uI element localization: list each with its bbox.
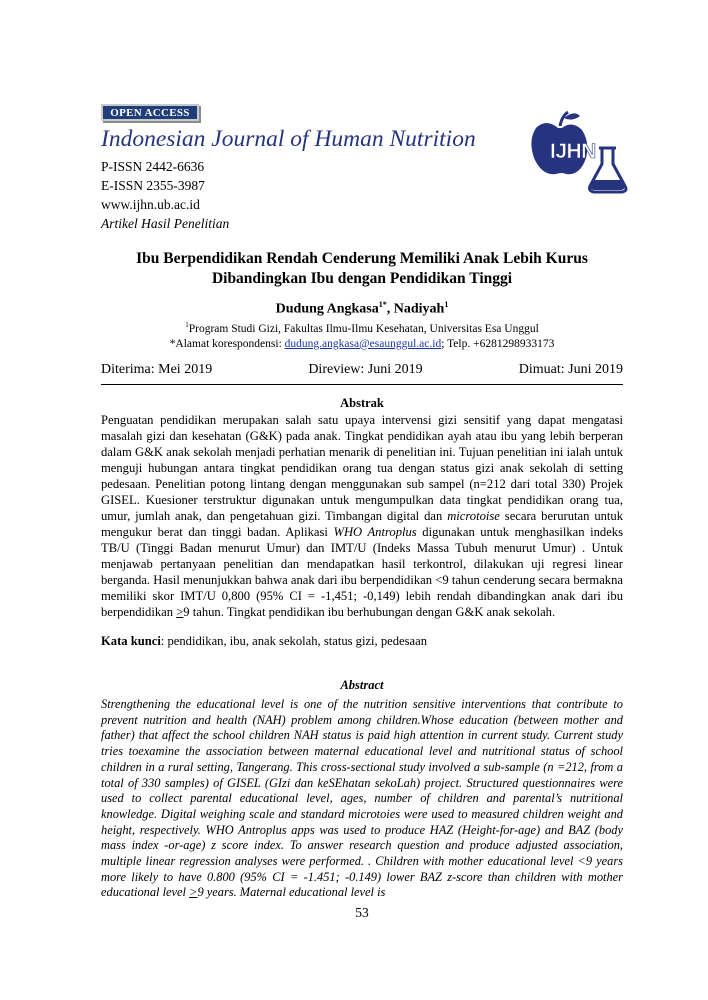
author-name: Dudung Angkasa bbox=[275, 301, 379, 317]
article-type: Artikel Hasil Penelitian bbox=[101, 216, 230, 231]
abstrak-text: secara berurutan untuk mengukur berat dan tinggi badan. Aplikasi bbox=[101, 509, 623, 539]
page-number: 53 bbox=[355, 905, 369, 920]
abstrak-heading: Abstrak bbox=[340, 396, 384, 410]
article-dates bbox=[101, 362, 623, 378]
abstract-body bbox=[101, 697, 623, 901]
author-list bbox=[101, 300, 623, 318]
abstract-text: 9 years. Maternal educational level is bbox=[197, 885, 386, 900]
author-superscript: 1* bbox=[378, 300, 387, 309]
keywords bbox=[101, 634, 623, 649]
author-separator: , bbox=[386, 301, 394, 317]
article-title-line-1: Ibu Berpendidikan Rendah Cenderung Memiliki Anak Lebih Kurus bbox=[136, 250, 588, 267]
open-access-label: OPEN ACCESS bbox=[110, 106, 190, 119]
abstract-geq-symbol: > bbox=[189, 885, 198, 900]
abstrak-geq-symbol: > bbox=[176, 605, 184, 619]
keywords-label: Kata kunci bbox=[101, 634, 161, 648]
open-access-badge bbox=[101, 104, 199, 121]
website: www.ijhn.ub.ac.id bbox=[101, 197, 200, 212]
keywords-list: : pendidikan, ibu, anak sekolah, status gizi, pedesaan bbox=[160, 634, 427, 648]
article-title bbox=[101, 249, 623, 289]
header-divider bbox=[101, 384, 623, 385]
abstrak-text: digunakan untuk menghasilkan indeks TB/U (Tinggi Badan menurut Umur) dan IMT/U (Indeks Massa Tubuh menurut Umur) . Untuk menjawab pertanyaan penelitian dan mendapatkan hasil terkontrol, dilakukan uji regresi linear berganda. Hasil menunjukkan bahwa anak dari ibu berpendidikan <9 tahun cenderung secara bermakna memiliki skor IMT/U 0,800 (95% CI = -1,451; -0,149) lebih rendah dibandingkan anak dari ibu berpendidikan bbox=[101, 525, 623, 619]
date-received: Diterima: Mei 2019 bbox=[101, 362, 213, 377]
correspondence-label: *Alamat korespondensi: bbox=[169, 337, 285, 350]
author-name: Nadiyah bbox=[393, 301, 445, 317]
affiliation-block bbox=[101, 318, 623, 352]
abstrak-italic-term: microtoise bbox=[447, 509, 500, 523]
journal-meta bbox=[101, 157, 229, 233]
abstrak-text: Penguatan pendidikan merupakan salah satu upaya intervensi gizi sensitif yang dapat mengatasi masalah gizi dan kesehatan (G&K) pada anak. Tingkat pendidikan ayah atau ibu yang lebih berperan dalam G&K anak sekolah menjadi perhatian menarik di penelitian ini. Tujuan penelitian ini ialah untuk menguji hubungan antara tingkat pendidikan orang tua dengan status gizi anak sekolah di setting pedesaan. Penelitian potong lintang dengan menggunakan sub sampel (n=212 dari total 330) Projek GISEL. Kuesioner terstruktur digunakan untuk mengumpulkan data tingkat pendidikan orang tua, umur, jumlah anak, dan pengetahuan gizi. Timbangan digital dan bbox=[101, 413, 623, 523]
journal-title: Indonesian Journal of Human Nutrition bbox=[101, 126, 476, 152]
affiliation-superscript: 1 bbox=[185, 321, 189, 329]
logo-text: IJHN bbox=[550, 140, 596, 163]
abstrak-body bbox=[101, 412, 623, 620]
ijhn-logo bbox=[528, 108, 628, 200]
abstrak-text: 9 tahun. Tingkat pendidikan ibu berhubungan dengan G&K anak sekolah. bbox=[183, 605, 556, 619]
abstrak-italic-term: WHO Antroplus bbox=[333, 525, 417, 539]
eissn: E-ISSN 2355-3987 bbox=[101, 178, 205, 193]
affiliation bbox=[101, 318, 623, 337]
correspondence-phone: ; Telp. +6281298933173 bbox=[441, 337, 555, 350]
article-title-line-2: Dibandingkan Ibu dengan Pendidikan Tinggi bbox=[211, 270, 513, 287]
abstract-text: Strengthening the educational level is one of the nutrition sensitive interventions that contribute to prevent nutrition and health (NAH) problem among children.Whose education (between mother and father) that affect the school children NAH status is paid high attention in current study. Current study tries toexamine the association between maternal educational level and nutritional status of school children in a rural setting, Tangerang. This cross-sectional study involved a sub-sample (n =212, from a total of 330 samples) of GISEL (GIzi dan keSEhatan sekoLah) project. Structured questionnaires were used to collect parental educational level, ages, number of children and parental’s nutritional knowledge. Digital weighing scale and standard microtoies were used to measured children weight and height, respectively. WHO Antroplus apps was used to produce HAZ (Height-for-age) and BAZ (body mass index -or-age) z score index. To answer research question and produce adjusted association, multiple linear regression analyses were performed. . Children with mother educational level <9 years more likely to have 0.800 (95% CI = -1.451; -0.149) lower BAZ z-score than children with mother educational level bbox=[101, 697, 623, 900]
affiliation-text: Program Studi Gizi, Fakultas Ilmu-Ilmu Kesehatan, Universitas Esa Unggul bbox=[188, 322, 539, 335]
date-reviewed: Direview: Juni 2019 bbox=[308, 362, 423, 377]
date-published: Dimuat: Juni 2019 bbox=[518, 362, 623, 377]
correspondence-email-link[interactable]: dudung.angkasa@esaunggul.ac.id bbox=[284, 337, 442, 350]
author-superscript: 1 bbox=[444, 300, 449, 309]
abstract-heading: Abstract bbox=[340, 678, 384, 692]
correspondence bbox=[101, 337, 623, 352]
pissn: P-ISSN 2442-6636 bbox=[101, 159, 205, 174]
